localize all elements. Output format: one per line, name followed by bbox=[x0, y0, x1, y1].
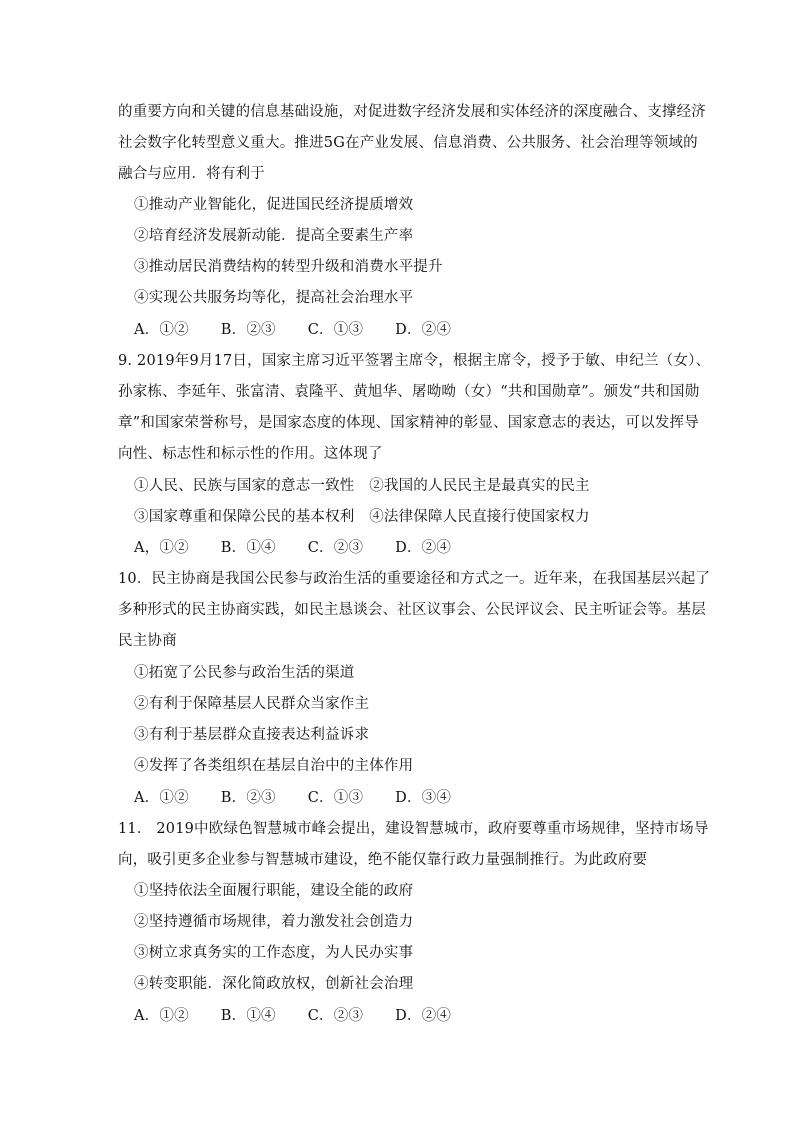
q8-option-a: A．①② bbox=[134, 322, 189, 338]
q11-option-c: C．②③ bbox=[307, 1008, 364, 1024]
q11-item-3: ③树立求真务实的工作态度，为人民办实事 bbox=[134, 945, 414, 961]
q11-option-a: A．①② bbox=[134, 1008, 189, 1024]
q11-option-b: B．①④ bbox=[220, 1008, 276, 1024]
q10-option-c: C．①③ bbox=[307, 790, 364, 806]
q9-option-b: B．①④ bbox=[220, 540, 276, 556]
q10-item-1: ①拓宽了公民参与政治生活的渠道 bbox=[134, 665, 355, 681]
q9-items-row-2: ③国家尊重和保障公民的基本权利 ④法律保障人民直接行使国家权力 bbox=[134, 509, 590, 525]
q8-stem-line-1: 的重要方向和关键的信息基础设施，对促进数字经济发展和实体经济的深度融合、支撑经济 bbox=[118, 104, 706, 120]
q9-items-row-1: ①人民、民族与国家的意志一致性 ②我国的人民民主是最真实的民主 bbox=[134, 478, 590, 494]
q8-stem-line-3: 融合与应用．将有利于 bbox=[118, 166, 265, 182]
q9-stem-line-4: 向性、标志性和标示性的作用。这体现了 bbox=[118, 446, 383, 462]
q9-option-d: D．②④ bbox=[395, 540, 452, 556]
q11-option-d: D．②④ bbox=[395, 1008, 452, 1024]
q9-option-c: C．②③ bbox=[307, 540, 364, 556]
q11-item-2: ②坚持遵循市场规律，着力激发社会创造力 bbox=[134, 914, 414, 930]
q8-item-2: ②培育经济发展新动能．提高全要素生产率 bbox=[134, 228, 414, 244]
q9-stem-line-1: 9. 2019年9月17日，国家主席习近平签署主席令，根据主席令，授予于敏、申纪兰（女）、 bbox=[118, 353, 711, 369]
q8-stem-line-2: 社会数字化转型意义重大。推进5G在产业发展、信息消费、公共服务、社会治理等领域的 bbox=[118, 135, 698, 151]
q10-stem-line-1: 10．民主协商是我国公民参与政治生活的重要途径和方式之一。近年来，在我国基层兴起了 bbox=[118, 571, 711, 587]
q8-item-3: ③推动居民消费结构的转型升级和消费水平提升 bbox=[134, 259, 443, 275]
q10-option-a: A．①② bbox=[134, 790, 189, 806]
q10-item-4: ④发挥了各类组织在基层自治中的主体作用 bbox=[134, 758, 414, 774]
q9-stem-line-2: 孙家栋、李延年、张富清、袁隆平、黄旭华、屠呦呦（女）“共和国勋章”。颁发“共和国勋 bbox=[118, 384, 700, 400]
q8-item-1: ①推动产业智能化，促进国民经济提质增效 bbox=[134, 197, 414, 213]
q9-option-a: A，①② bbox=[134, 540, 189, 556]
q10-stem-line-3: 民主协商 bbox=[118, 633, 177, 649]
q11-item-1: ①坚持依法全面履行职能，建设全能的政府 bbox=[134, 883, 414, 899]
q9-options bbox=[134, 538, 694, 558]
q10-stem-line-2: 多种形式的民主协商实践，如民主恳谈会、社区议事会、公民评议会、民主听证会等。基层 bbox=[118, 602, 706, 618]
q10-option-b: B．②③ bbox=[220, 790, 276, 806]
q8-options bbox=[134, 320, 694, 340]
q10-options bbox=[134, 788, 694, 808]
q10-item-2: ②有利于保障基层人民群众当家作主 bbox=[134, 696, 370, 712]
q11-stem-line-2: 向，吸引更多企业参与智慧城市建设，绝不能仅靠行政力量强制推行。为此政府要 bbox=[118, 852, 648, 868]
q10-option-d: D．③④ bbox=[395, 790, 452, 806]
q10-item-3: ③有利于基层群众直接表达利益诉求 bbox=[134, 727, 370, 743]
q11-options bbox=[134, 1006, 694, 1026]
q11-item-4: ④转变职能．深化简政放权，创新社会治理 bbox=[134, 976, 414, 992]
q8-option-d: D．②④ bbox=[395, 322, 452, 338]
q8-option-b: B．②③ bbox=[220, 322, 276, 338]
q11-stem-line-1: 11． 2019中欧绿色智慧城市峰会提出，建设智慧城市，政府要尊重市场规律，坚持市场导 bbox=[118, 821, 709, 837]
q8-item-4: ④实现公共服务均等化，提高社会治理水平 bbox=[134, 290, 414, 306]
q9-stem-line-3: 章”和国家荣誉称号，是国家态度的体现、国家精神的彰显、国家意志的表达，可以发挥导 bbox=[118, 415, 699, 431]
q8-option-c: C．①③ bbox=[307, 322, 364, 338]
